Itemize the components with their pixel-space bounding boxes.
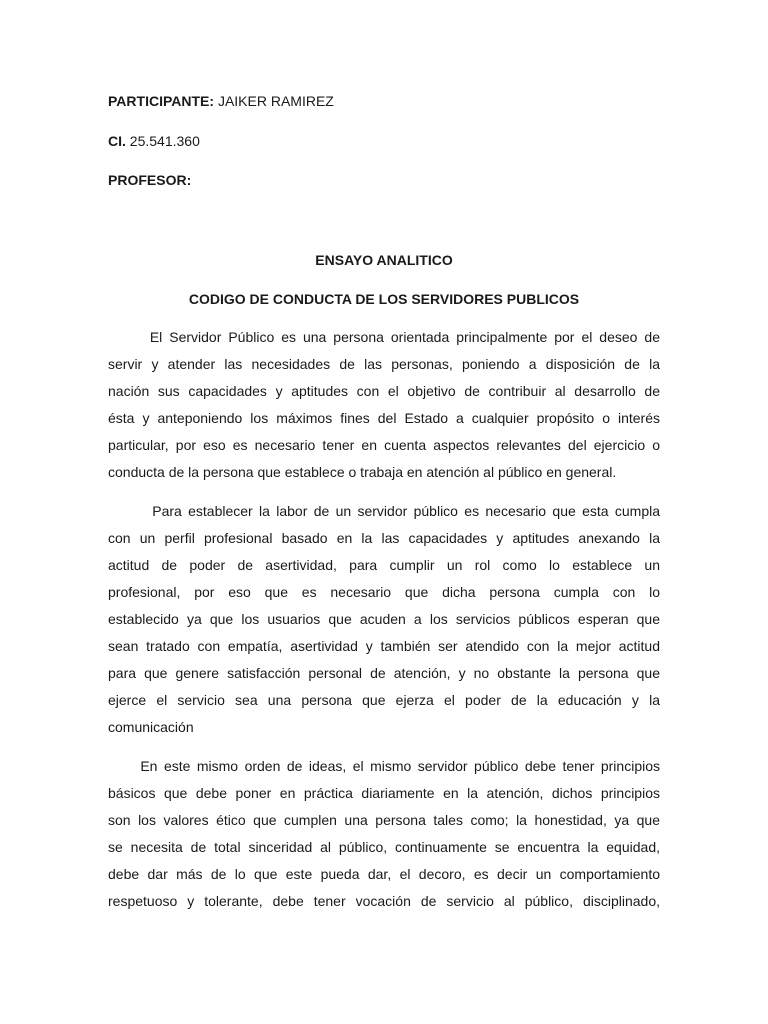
paragraph-line: para que genere satisfacción personal de atención, y no obstante la persona que — [108, 665, 660, 681]
paragraph-line: nación sus capacidades y aptitudes con el objetivo de contribuir al desarrollo de — [108, 383, 660, 399]
paragraph-line: sean tratado con empatía, asertividad y también ser atendido con la mejor actitud — [108, 638, 660, 654]
paragraph-line: comunicación — [108, 719, 194, 735]
essay-type-heading: ENSAYO ANALITICO — [315, 252, 453, 268]
paragraph-line: se necesita de total sinceridad al público, continuamente se encuentra la equidad, — [108, 839, 660, 855]
paragraph-line: ésta y anteponiendo los máximos fines del Estado a cualquier propósito o interés — [108, 410, 660, 426]
paragraph-line: respetuoso y tolerante, debe tener vocación de servicio al público, disciplinado, — [108, 893, 660, 909]
ci-value: 25.541.360 — [129, 133, 200, 149]
ci-field — [108, 132, 200, 150]
paragraph-line: con un perfil profesional basado en la las capacidades y aptitudes anexando la — [108, 530, 660, 546]
paragraph-1 — [108, 324, 660, 486]
paragraph-line: establecido ya que los usuarios que acuden a los servicios públicos esperan que — [108, 611, 660, 627]
participante-value: JAIKER RAMIREZ — [217, 93, 334, 109]
paragraph-line: conducta de la persona que establece o trabaja en atención al público en general. — [108, 464, 617, 480]
paragraph-3 — [108, 753, 660, 915]
participante-field — [108, 92, 334, 110]
profesor-field — [108, 171, 191, 189]
paragraph-line: El Servidor Público es una persona orientada principalmente por el deseo de — [108, 329, 660, 345]
paragraph-line: debe dar más de lo que este pueda dar, el decoro, es decir un comportamiento — [108, 866, 660, 882]
paragraph-line: ejerce el servicio sea una persona que ejerza el poder de la educación y la — [108, 692, 660, 708]
paragraph-line: son los valores ético que cumplen una persona tales como; la honestidad, ya que — [108, 812, 660, 828]
paragraph-line: profesional, por eso que es necesario que dicha persona cumpla con lo — [108, 584, 660, 600]
paragraph-line: Para establecer la labor de un servidor público es necesario que esta cumpla — [108, 503, 660, 519]
ci-label: CI. — [108, 133, 126, 149]
profesor-label: PROFESOR: — [108, 172, 192, 188]
essay-title-heading: CODIGO DE CONDUCTA DE LOS SERVIDORES PUBLICOS — [188, 291, 580, 307]
paragraph-2 — [108, 498, 660, 741]
paragraph-line: actitud de poder de asertividad, para cumplir un rol como lo establece un — [108, 557, 660, 573]
participante-label: PARTICIPANTE: — [108, 93, 215, 109]
paragraph-line: servir y atender las necesidades de las personas, poniendo a disposición de la — [108, 356, 660, 372]
paragraph-line: particular, por eso es necesario tener en cuenta aspectos relevantes del ejercicio o — [108, 437, 660, 453]
paragraph-line: En este mismo orden de ideas, el mismo servidor público debe tener principios — [108, 758, 660, 774]
paragraph-line: básicos que debe poner en práctica diariamente en la atención, dichos principios — [108, 785, 660, 801]
